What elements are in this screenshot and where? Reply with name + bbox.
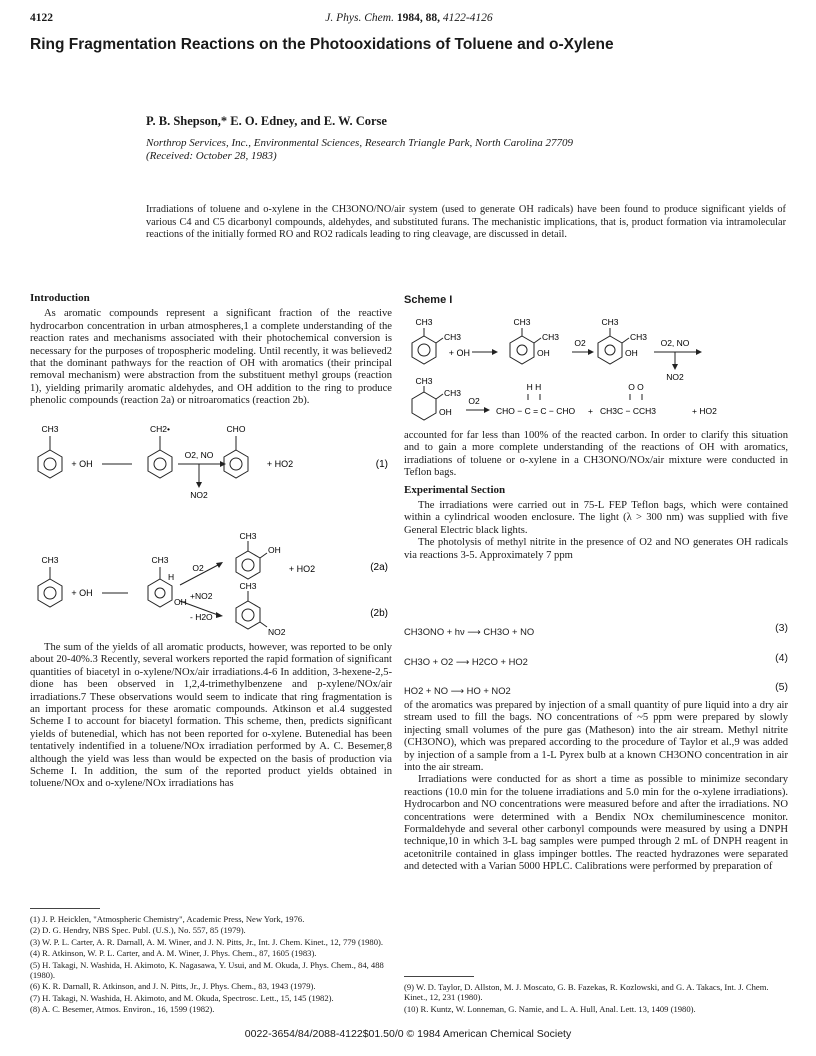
footnote: (10) R. Kuntz, W. Lonneman, G. Namie, and L. A. Hull, Anal. Lett. 13, 1409 (1980). <box>404 1003 696 1014</box>
equation-4 <box>404 652 788 666</box>
affiliation: Northrop Services, Inc., Environmental Sciences, Research Triangle Park, North Carolina 27709 <box>146 137 574 149</box>
r2-adduct-ch3: CH3 <box>151 555 169 565</box>
s1-peroxy-ch3-b: CH3 <box>630 332 648 342</box>
r2b-minus-h2o: - H2O <box>190 612 213 622</box>
footnotes-left <box>30 914 392 1016</box>
paragraph-accounted: accounted for far less than 100% of the reacted carbon. In order to clarify this situation and to gain a more complete understanding of the reactions of OH with aromatics, irradiations of toluene or o-xylene in a CH3ONO/NOx/air mixture were conducted in Teflon bags. <box>404 430 788 479</box>
s1-ho2: + HO2 <box>692 406 717 416</box>
s1-peroxy-oh: OH <box>625 348 638 358</box>
r2a-ho2: + HO2 <box>288 564 316 574</box>
intro-paragraph-1: As aromatic compounds represent a significant fraction of the reactive hydrocarbon concentration in urban atmospheres,1 a complete understanding of the reaction rates and mechanisms associated with their photochemical conversion is necessary for the purposes of tropospheric modeling. Until recently, it was believed2 that the dominant pathways for the reaction of OH with aromatics (their principal removal mechanism) were abstraction from the substituent methyl groups (reaction 1), yielding primarily aromatic aldehydes, and OH addition to the ring to produce phenolic compounds (reaction 2a) or nitroaromatics (reaction 2b). <box>30 308 392 407</box>
experimental-paragraph-3: of the aromatics was prepared by injection of a small quantity of pure liquid into a dry air stream used to fill the bags. NO concentrations of ~5 ppm were prepared by slowly injecting small volumes of the pure gas (Matheson) into the air stream. Methyl nitrite (CH3ONO), which was prepared according to the procedure of Taylor et al.,9 was added by injection of a sample from a 1-L Pyrex bulb at a known CH3ONO concentration in air into the air stream. <box>404 700 788 774</box>
r1-plus-oh: + OH <box>71 459 93 469</box>
experimental-heading: Experimental Section <box>404 483 506 496</box>
s1-adduct-ch3-b: CH3 <box>542 332 560 342</box>
equation-3-number: (3) <box>775 622 788 634</box>
r2b-plus-no2: +NO2 <box>190 591 213 601</box>
equation-3-text: CH3ONO + hν ⟶ CH3O + NO <box>404 626 535 637</box>
footnote: (8) A. C. Besemer, Atmos. Environ., 16, 1599 (1982). <box>30 1004 215 1015</box>
r2b-number: (2b) <box>370 608 388 619</box>
equation-5-number: (5) <box>775 681 788 693</box>
r1-cho-label: CHO <box>226 424 246 434</box>
s1-adduct-oh: OH <box>537 348 550 358</box>
experimental-paragraph-4: Irradiations were conducted for as short a time as possible to minimize secondary reactions (10.0 min for the toluene irradiations and 5.0 min for the o-xylene irradiations). Hydrocarbon and NO concentrations were measured before and after the irradiations. NO concentrations were determined with a Bendix NOx chemiluminescence monitor. Formaldehyde and several other carbonyl compounds were measured by using a DNPH technique,10 in which 3-L bag samples were pumped through 2 mL of DNPH reagent in acetonitrile contained in glass impinger bottles. The reacted hydrazones were separated and detected with a Varian 5000 HPLC. Calibrations were performed by preparation of <box>404 774 788 873</box>
footnote-rule-left <box>30 908 100 909</box>
r2-adduct-oh: OH <box>174 597 187 607</box>
s1-no2: NO2 <box>666 372 684 382</box>
s1-plus-a: + <box>588 406 593 416</box>
equation-4-number: (4) <box>775 652 788 664</box>
intro-heading: Introduction <box>30 292 90 304</box>
r2-plus-oh: + OH <box>71 588 93 598</box>
footnote: (5) H. Takagi, N. Washida, H. Akimoto, K. Nagasawa, Y. Usui, and M. Okuda, J. Phys. Chem., 84, 488 (1980). <box>30 959 384 981</box>
s1-toluene-ch3-b: CH3 <box>444 332 462 342</box>
footnote: (6) K. R. Darnall, R. Atkinson, and J. N. Pitts, Jr., J. Phys. Chem., 83, 1943 (1979). <box>30 981 316 992</box>
r1-no2-label: NO2 <box>190 490 208 500</box>
right-text-2 <box>404 700 788 874</box>
journal-name: J. Phys. Chem. <box>325 12 394 24</box>
r2a-product-oh: OH <box>268 545 281 555</box>
s1-bicyclic-ch3-a: CH3 <box>415 376 433 386</box>
s1-o2no: O2, NO <box>660 338 690 348</box>
r2-toluene-ch3: CH3 <box>41 555 59 565</box>
intro-continued <box>30 642 392 791</box>
page-number: 4122 <box>30 12 53 24</box>
r1-ho2-label: + HO2 <box>266 459 294 469</box>
right-text-1 <box>404 430 788 562</box>
r1-number: (1) <box>375 459 388 470</box>
r2b-product-ch3: CH3 <box>239 581 257 591</box>
footnote-rule-right <box>404 976 474 977</box>
r2a-number: (2a) <box>370 562 388 573</box>
r2-adduct-h: H <box>168 572 175 582</box>
s1-plus-oh: + OH <box>448 348 470 358</box>
s1-oo: O O <box>628 382 644 392</box>
s1-biacetyl: CH3C − CCH3 <box>600 406 656 416</box>
equation-5 <box>404 681 788 695</box>
reaction-1-diagram <box>30 422 392 514</box>
r1-o2no-label: O2, NO <box>184 450 214 460</box>
s1-o2-a: O2 <box>574 338 586 348</box>
scheme-1-diagram <box>404 314 788 426</box>
s1-peroxy-ch3-a: CH3 <box>601 317 619 327</box>
running-head <box>30 12 788 30</box>
article-title: Ring Fragmentation Reactions on the Photooxidations of Toluene and o-Xylene <box>30 36 614 53</box>
experimental-paragraph-1: The irradiations were carried out in 75-L FEP Teflon bags, which were contained within a cylindrical wooden enclosure. The light (λ > 300 nm) was supplied with five General Electric black lights. <box>404 500 788 536</box>
s1-butenedial: CHO − C = C − CHO <box>496 406 576 416</box>
journal-reference <box>30 12 788 24</box>
equation-4-text: CH3O + O2 ⟶ H2CO + HO2 <box>404 656 528 667</box>
intro-paragraph-2: The sum of the yields of all aromatic products, however, was reported to be only about 20-40%.3 Recently, several workers reported the rapid formation of significant quantities of biacetyl in o-xylene/NOx/air irradiations.4-6 In addition, 3-hexene-2,5-dione has been observed in 1,2,4-trimethylbenzene and p-xylene/NOx/air irradiations.7 These observations would seem to indicate that ring fragmentation is an important process for these aromatic compounds. Atkinson et al.4 suggested Scheme I to account for biacetyl formation. This scheme, then, predicts significant yields of butenedial, which has not been reported for o-xylene. Butenedial has been tentatively indentified in a toluene/NOx irradiation performed by A. C. Besemer,8 although the yield was less than would be expected on the basis of production via Scheme I. In addition, the sum of the reported product yields obtained in toluene/NOx and o-xylene/NOx irradiations has <box>30 642 392 790</box>
s1-adduct-ch3-a: CH3 <box>513 317 531 327</box>
s1-hh: H H <box>526 382 542 392</box>
equation-5-text: HO2 + NO ⟶ HO + NO2 <box>404 685 511 696</box>
footnote: (3) W. P. L. Carter, A. R. Darnall, A. M. Winer, and J. N. Pitts, Jr., Int. J. Chem. Kinet., 12, 779 (1980). <box>30 936 384 947</box>
journal-pages: 4122-4126 <box>442 12 493 24</box>
r1-ch2-label: CH2• <box>150 424 170 434</box>
s1-toluene-ch3-a: CH3 <box>415 317 433 327</box>
intro-section <box>30 292 392 408</box>
abstract: Irradiations of toluene and o-xylene in the CH3ONO/NO/air system (used to generate OH radicals) have been found to produce significant yields of various C4 and C5 dicarbonyl compounds, aldehydes, and substituted furans. The mechanistic implications, that is, product formation via intramolecular reactions of the initially formed RO and RO2 radicals leading to ring cleavage, are discussed in detail. <box>146 204 786 240</box>
affiliation-block <box>146 137 746 163</box>
copyright-footer: 0022-3654/84/2088-4122$01.50/0 © 1984 American Chemical Society <box>244 1028 572 1040</box>
r2a-product-ch3: CH3 <box>239 533 257 541</box>
reaction-2-diagram <box>30 533 392 638</box>
r2b-product-no2: NO2 <box>268 627 286 637</box>
footnote: (2) D. G. Hendry, NBS Spec. Publ. (U.S.), No. 557, 85 (1979). <box>30 925 246 936</box>
footnote: (9) W. D. Taylor, D. Allston, M. J. Moscato, G. B. Fazekas, R. Kozlowski, and G. A. Takacs, Int. J. Chem. Kinet., 12, 231 (1980). <box>404 982 769 1003</box>
r2a-o2: O2 <box>192 563 204 573</box>
journal-year-volume: 1984, 88, <box>396 12 440 24</box>
equation-3 <box>404 622 788 636</box>
s1-o2-b: O2 <box>468 396 480 406</box>
r1-ch3-label: CH3 <box>41 424 59 434</box>
footnote: (4) R. Atkinson, W. P. L. Carter, and A. M. Winer, J. Phys. Chem., 87, 1605 (1983). <box>30 948 317 959</box>
footnotes-right <box>404 982 788 1015</box>
authors: P. B. Shepson,* E. O. Edney, and E. W. Corse <box>146 114 387 128</box>
received-date: (Received: October 28, 1983) <box>146 150 277 162</box>
s1-bicyclic-oh: OH <box>439 407 452 417</box>
experimental-paragraph-2: The photolysis of methyl nitrite in the presence of O2 and NO generates OH radicals via reactions 3-5. Approximately 7 ppm <box>404 537 788 561</box>
scheme-heading: Scheme I <box>404 294 453 306</box>
s1-bicyclic-ch3-b: CH3 <box>444 388 462 398</box>
footnote: (1) J. P. Heicklen, "Atmospheric Chemistry", Academic Press, New York, 1976. <box>30 914 305 924</box>
footnote: (7) H. Takagi, N. Washida, H. Akimoto, and M. Okuda, Spectrosc. Lett., 15, 145 (1982). <box>30 992 334 1003</box>
